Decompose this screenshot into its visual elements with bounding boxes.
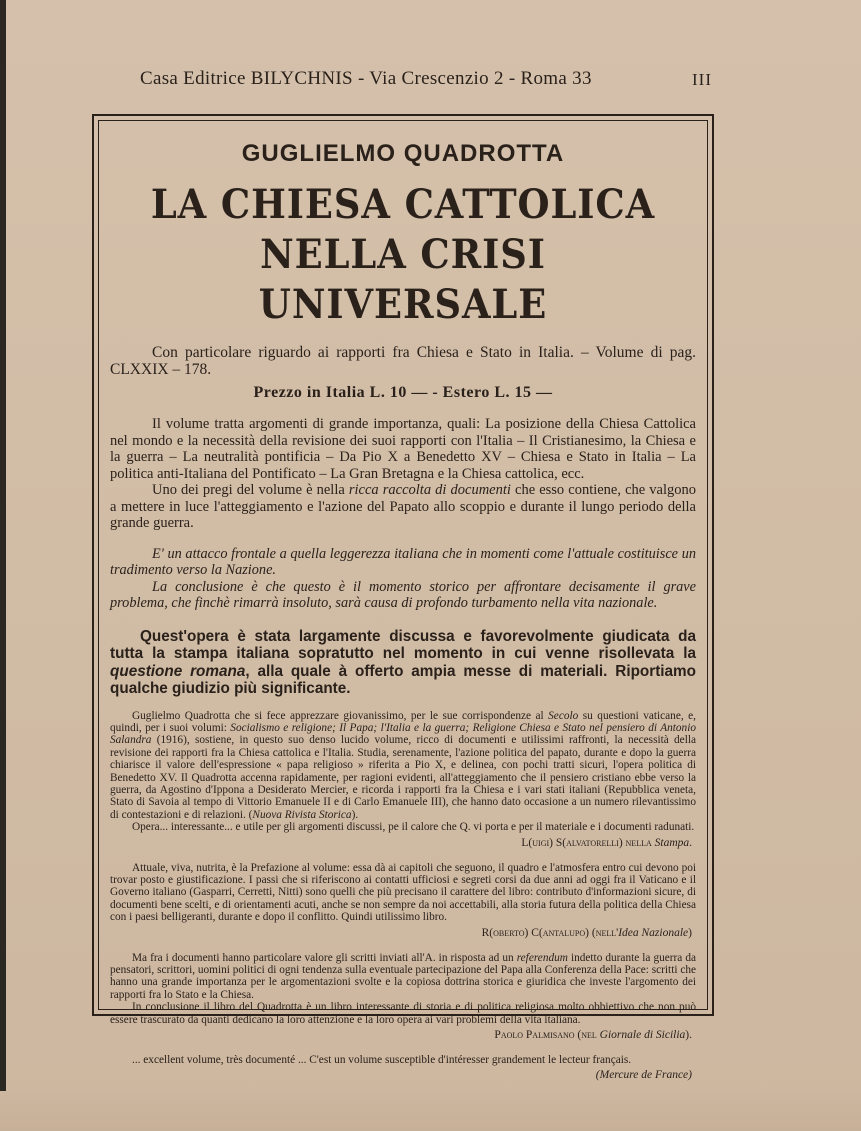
review-attribution: (Mercure de France) [595,1069,692,1082]
text-span: Guglielmo Quadrotta che si fece apprezzare giovanissimo, per le sue corrispondenze al [132,709,549,722]
review-attribution [110,1028,692,1042]
text-span: Uno dei pregi del volume è nella [152,482,349,498]
italic-span: Socialismo e religione; Il Papa; l'Italia e la guerra; Religione Chiesa e Stato nel pensiero di Antonio Salandra [110,721,696,747]
italic-span: Nuova Rivista Storica [252,808,352,821]
description-paragraph: Il volume tratta argomenti di grande importanza, quali: La posizione della Chiesa Cattolica nel mondo e la necessità della revisione dei suoi rapporti con l'Italia – Il Cristianesimo, la Chiesa e la guerra – La neutralità pontificia – Da Pio X a Benedetto XV – Chiesa e Stato in Italia – La politica anti-Italiana del Pontificato – La Gran Bretagna e la Chiesa cattolica, ecc. [110,416,696,482]
text-span: ). [351,808,359,821]
text-span: . [689,836,692,849]
text-span: Paolo Palmisano (nel [494,1029,600,1042]
review-paragraph: In conclusione il libro del Quadrotta è un libro interessante di storia e di politica religiosa molto obbiettivo che non può essere trascurato da quanti dedicano la loro attenzione e la loro opera ai vari problemi della vita italiana. [110,1001,696,1026]
review-paragraph: ... excellent volume, très documenté ... C'est un volume susceptible d'intéresser grandement le lecteur français. [132,1054,632,1067]
quote-paragraph: E' un attacco frontale a quella leggerezza italiana che in momenti come l'attuale costituisce un tradimento verso la Nazione. [110,545,696,578]
page-bottom-margin [0,1091,861,1131]
book-author: GUGLIELMO QUADROTTA [241,140,565,167]
running-header: Casa Editrice BILYCHNIS - Via Crescenzio 2 - Roma 33 [140,68,592,89]
italic-span: ricca raccolta di documenti [348,482,511,498]
quote-paragraph: La conclusione è che questo è il momento storico per affrontare decisamente il grave problema, che finchè rimarrà insoluto, sarà causa di profondo turbamento nella vita nazionale. [110,578,696,611]
text-span: indetto durante la guerra da pensatori, scrittori, uomini politici di ogni tendenza sulla eventuale partecipazione del Papa alla Conferenza della Pace: scritti che hanno una grande importanza per le argomentazioni svolte e la copiosa dottrina storica e giuridica che investe l'argomento dei rapporti fra lo Stato e la Chiesa. [110,951,696,1001]
advertisement-content [110,140,696,1082]
review-paragraph [110,952,696,1002]
book-title [133,180,672,330]
text-span: ). [685,1029,692,1042]
italic-span: Secolo [548,709,579,722]
text-span: Ma fra i documenti hanno particolare valore gli scritti inviati all'A. in risposta ad un [132,951,517,964]
review-paragraph: Opera... interessante... e utile per gli argomenti discussi, pe il calore che Q. vi porta e per il materiale e i documenti radunati. [132,821,695,834]
book-title-line1: LA CHIESA CATTOLICA [150,181,656,228]
review-attribution [110,836,692,850]
text-span: che esso contiene, che valgono a mettere in luce l'atteggiamento e l'azione del Papato allo scoppio e durante il lungo periodo della grande guerra. [110,482,696,531]
highlight-paragraph [110,628,696,698]
italic-span: questione romana [110,662,246,680]
book-title-line2: NELLA CRISI UNIVERSALE [258,231,548,328]
text-span: Quest'opera è stata largamente discussa e favorevolmente giudicata da tutta la stampa italiana sopratutto nel momento in cui venne risollevata la [110,627,696,662]
review-paragraph [110,710,696,822]
review-attribution [110,926,692,940]
book-price: Prezzo in Italia L. 10 — - Estero L. 15 — [253,384,553,401]
book-subtitle: Con particolare riguardo ai rapporti fra Chiesa e Stato in Italia. – Volume di pag. CLXXIX – 178. [110,344,696,378]
page-number: III [692,70,712,89]
italic-span: referendum [516,951,568,964]
text-span: ) [688,926,692,939]
binding-edge [0,0,6,1131]
italic-span: Idea Nazionale [618,926,689,939]
text-span: (1916), sostiene, in questo suo denso lucido volume, ricco di documenti e utilissimi raffronti, la necessità della revisione dei rapporti fra la Chiesa cattolica e l'Italia. Studia, serenamente, l'azione politica del papato, durante e dopo la guerra chiarisce il valore dell'espressione « papa religioso » riferita a Pio X, e delinea, con pochi tratti sicuri, l'opera politica di Benedetto XV. Il Quadrotta accenna rapidamente, per ragioni evidenti, all'atteggiamento che il pensiero cristiano ebbe verso la guerra, da Agostino d'Ippona a Desiderato Mercier, e ricorda i rapporti fra la Chiesa e i vari stati italiani (Repubblica veneta, Stato di Savoia al tempo di Vittorio Emanuele II e di Carlo Emanuele III), che hanno dato occasione a un numero rilevantissimo di contestazioni e di relazioni. ( [110,734,696,821]
text-span: L(uigi) S(alvatorelli) nella [521,836,655,849]
text-span: su questioni vaticane, e, quindi, per i suoi volumi: [110,709,696,734]
review-paragraph: Attuale, viva, nutrita, è la Prefazione al volume: essa dà ai capitoli che seguono, il quadro e l'atmosfera entro cui devono poi trovar posto e giustificazione. I passi che si riferiscono ai contatti ufficiosi e segreti corsi da due anni ad oggi fra il Vaticano e il Governo italiano (Gasparri, Cerretti, Nitti) sono quelli che più precisano il carattere del libro: contributo d'informazioni sicure, di documenti bene scelti, e di orientamenti acuti, anche se non sempre da noi accettabili, alla storia futura della politica della Chiesa con i paesi belligeranti, durante e dopo il conflitto. Quindi utilissimo libro. [110,861,696,924]
italic-span: Stampa [654,836,690,849]
text-span: , alla quale à offerto ampia messe di materiali. Riportiamo qualche giudizio più significante. [110,662,697,697]
italic-span: Giornale di Sicilia [599,1029,686,1042]
text-span: R(oberto) C(antalupo) (nell' [481,926,619,939]
description-paragraph [110,482,696,532]
